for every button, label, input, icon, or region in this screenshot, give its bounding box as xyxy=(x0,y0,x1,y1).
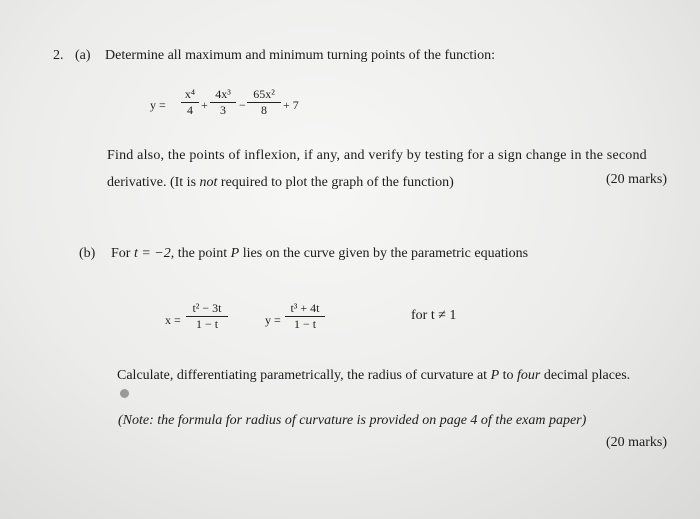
term1-denominator: 4 xyxy=(187,103,193,117)
term3-numerator: 65x² xyxy=(253,87,275,101)
part-b-calculate: Calculate, differentiating parametrically, the radius of curvature at P to four decimal places. xyxy=(117,368,631,383)
parameter-condition: for t ≠ 1 xyxy=(411,308,457,323)
equation-op2: − xyxy=(239,98,246,112)
y-fraction xyxy=(285,302,325,331)
part-a-prompt: Determine all maximum and minimum turning points of the function: xyxy=(105,48,495,63)
part-a-instruction-line1: Find also, the points of inflexion, if any, and verify by testing for a sign change in the second xyxy=(107,148,647,163)
x-fraction xyxy=(186,302,228,331)
part-b-label: (b) xyxy=(79,246,96,261)
y-numerator: t³ + 4t xyxy=(290,301,320,315)
part-b-note: (Note: the formula for radius of curvature is provided on page 4 of the exam paper) xyxy=(118,413,587,428)
ink-mark xyxy=(120,389,129,398)
part-b-prompt: For t = −2, the point P lies on the curve given by the parametric equations xyxy=(111,246,529,261)
equation-lhs: y = xyxy=(150,98,166,112)
question-number: 2. xyxy=(53,48,64,63)
term2-denominator: 3 xyxy=(220,103,226,117)
term3-denominator: 8 xyxy=(261,103,267,117)
equation-tail: + 7 xyxy=(283,98,299,112)
fraction-term1 xyxy=(181,88,199,117)
x-denominator: 1 − t xyxy=(195,317,219,331)
y-denominator: 1 − t xyxy=(293,317,317,331)
term2-numerator: 4x³ xyxy=(215,87,231,101)
part-a-label: (a) xyxy=(75,48,91,63)
fraction-term3 xyxy=(247,88,281,117)
fraction-term2 xyxy=(210,88,236,117)
part-a-marks: (20 marks) xyxy=(606,172,668,187)
part-b-marks: (20 marks) xyxy=(606,435,668,450)
x-equation-lhs: x = xyxy=(165,313,181,327)
part-a-instruction-line2: derivative. (It is not required to plot the graph of the function) xyxy=(107,175,454,190)
equation-op1: + xyxy=(201,98,208,112)
y-equation-lhs: y = xyxy=(265,313,281,327)
x-numerator: t² − 3t xyxy=(192,301,222,315)
term1-numerator: x⁴ xyxy=(184,87,196,101)
